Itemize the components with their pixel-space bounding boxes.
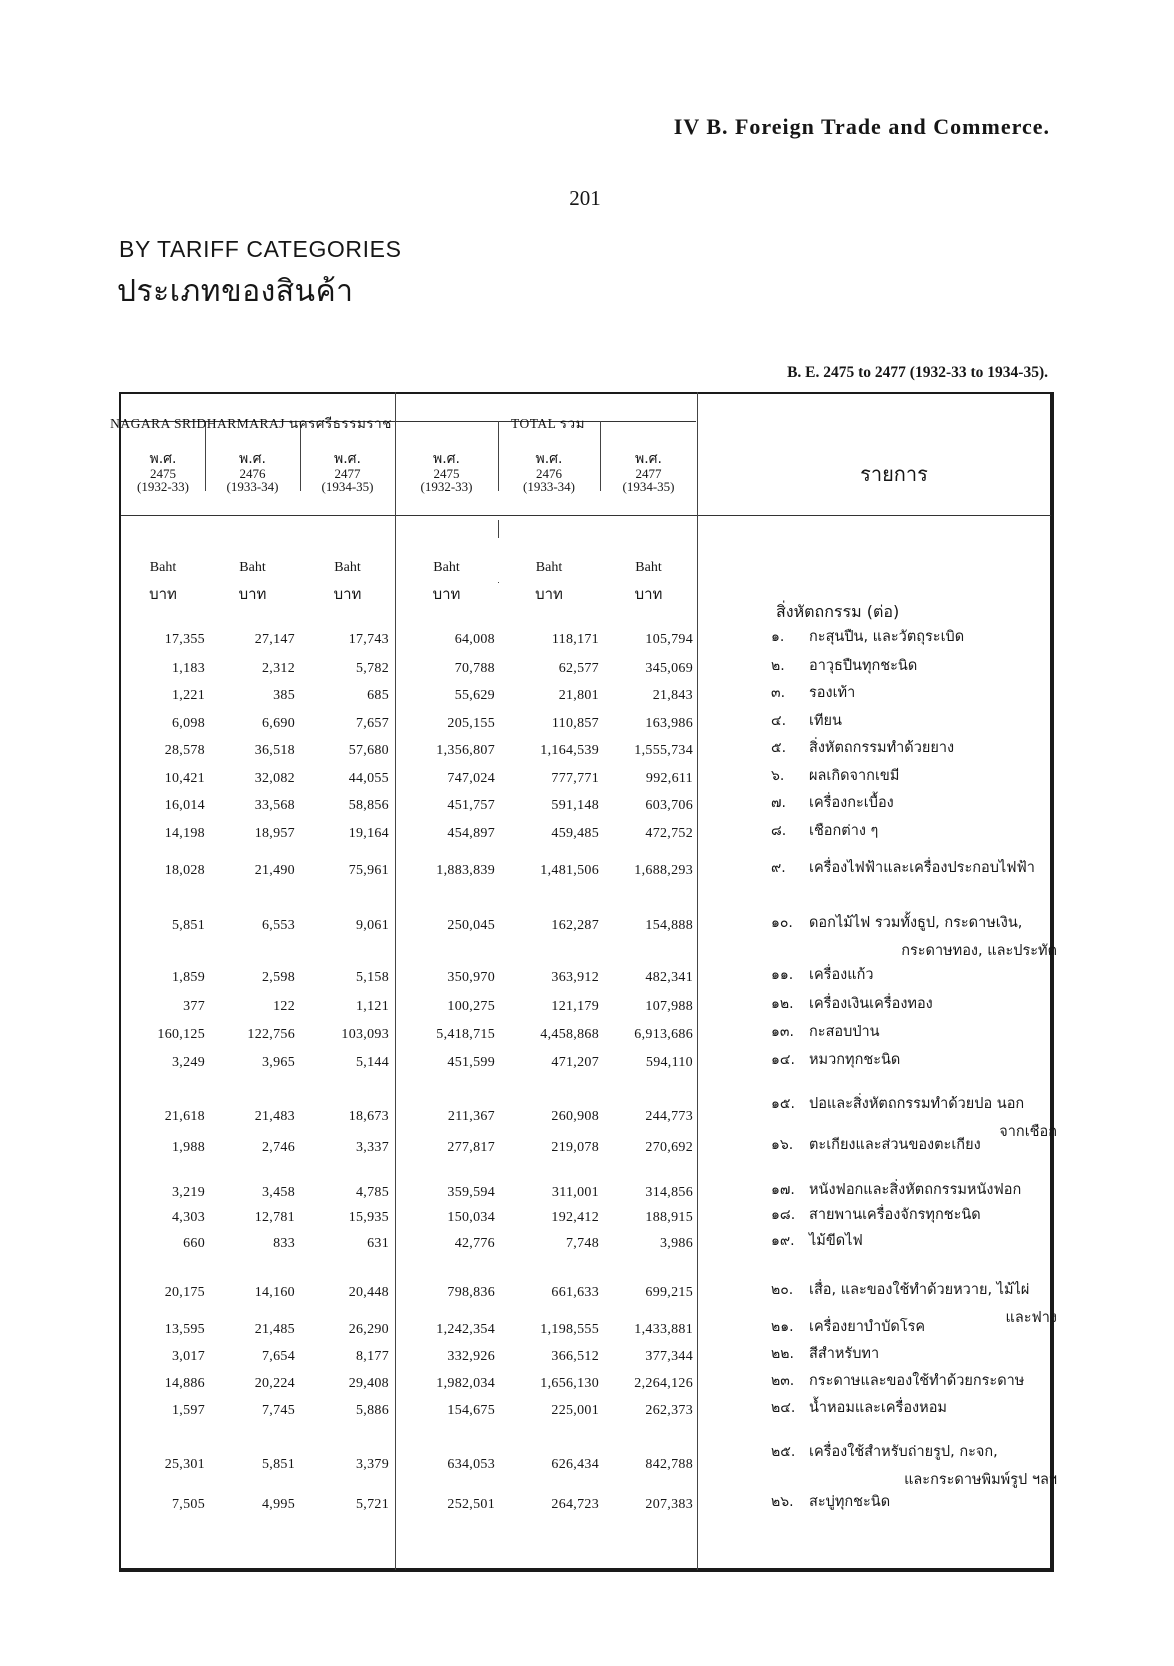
value-cell: 244,773: [645, 1109, 693, 1124]
value-cell: 16,014: [164, 798, 205, 813]
value-cell: 9,061: [356, 918, 389, 933]
value-cell: 1,221: [172, 688, 205, 703]
value-cell: 311,001: [551, 1185, 599, 1200]
value-cell: 459,485: [551, 826, 599, 841]
value-cell: 20,175: [164, 1285, 205, 1300]
value-cell: 2,312: [262, 661, 295, 676]
value-cell: 626,434: [551, 1457, 599, 1472]
item-name-line: จากเชือก: [999, 1124, 1057, 1140]
value-cell: 1,183: [172, 661, 205, 676]
value-cell: 5,886: [356, 1403, 389, 1418]
value-cell: 21,618: [164, 1109, 205, 1124]
item-name: เทียน: [809, 713, 842, 729]
value-cell: 150,034: [447, 1210, 495, 1225]
value-cell: 44,055: [348, 771, 389, 786]
value-cell: 20,448: [348, 1285, 389, 1300]
value-cell: 29,408: [348, 1376, 389, 1391]
value-cell: 377,344: [645, 1349, 693, 1364]
value-cell: 1,597: [172, 1403, 205, 1418]
value-cell: 7,657: [356, 716, 389, 731]
value-cell: 7,745: [262, 1403, 295, 1418]
value-cell: 3,337: [356, 1140, 389, 1155]
row-number: ๗.: [771, 795, 786, 811]
item-name: กะสุนปืน, และวัตถุระเบิด: [809, 629, 965, 645]
value-cell: 377: [183, 999, 205, 1014]
item-name: ไม้ขีดไฟ: [809, 1233, 863, 1249]
value-cell: 603,706: [645, 798, 693, 813]
value-cell: 777,771: [551, 771, 599, 786]
value-cell: 225,001: [551, 1403, 599, 1418]
unit-header: Baht บาท: [535, 560, 563, 603]
value-cell: 20,224: [254, 1376, 295, 1391]
value-cell: 162,287: [551, 918, 599, 933]
value-cell: 3,965: [262, 1055, 295, 1070]
item-name: เครื่องเงินเครื่องทอง: [809, 996, 933, 1012]
value-cell: 19,164: [348, 826, 389, 841]
value-cell: 154,675: [447, 1403, 495, 1418]
item-name: [809, 909, 1057, 965]
value-cell: 277,817: [447, 1140, 495, 1155]
value-cell: 28,578: [164, 743, 205, 758]
value-cell: 252,501: [447, 1497, 495, 1512]
item-name: กะสอบป่าน: [809, 1024, 880, 1040]
unit-header: Baht บาท: [333, 560, 362, 603]
value-cell: 3,458: [262, 1185, 295, 1200]
value-cell: 205,155: [447, 716, 495, 731]
item-name: น้ำหอมและเครื่องหอม: [809, 1400, 947, 1416]
value-cell: 219,078: [551, 1140, 599, 1155]
value-cell: 1,356,807: [436, 743, 495, 758]
row-number: ๒๒.: [771, 1346, 794, 1362]
value-cell: 18,028: [164, 863, 205, 878]
item-name: หมวกทุกชะนิด: [809, 1052, 901, 1068]
value-cell: 5,144: [356, 1055, 389, 1070]
value-cell: 5,851: [172, 918, 205, 933]
value-cell: 14,886: [164, 1376, 205, 1391]
value-cell: 107,988: [645, 999, 693, 1014]
value-cell: 1,121: [356, 999, 389, 1014]
value-cell: 103,093: [341, 1027, 389, 1042]
item-name: [809, 1438, 1057, 1494]
value-cell: 62,577: [558, 661, 599, 676]
value-cell: 26,290: [348, 1322, 389, 1337]
value-cell: 1,242,354: [436, 1322, 495, 1337]
row-number: ๑๒.: [771, 996, 794, 1012]
value-cell: 27,147: [254, 632, 295, 647]
row-number: ๘.: [771, 823, 787, 839]
value-cell: 3,249: [172, 1055, 205, 1070]
value-cell: 14,198: [164, 826, 205, 841]
value-cell: 270,692: [645, 1140, 693, 1155]
row-number: ๑๕.: [771, 1096, 795, 1112]
value-cell: 472,752: [645, 826, 693, 841]
value-cell: 454,897: [447, 826, 495, 841]
item-name-line: ดอกไม้ไฟ รวมทั้งธูป, กระดาษเงิน,: [809, 915, 1023, 931]
item-name-line: และฟาง: [1005, 1310, 1057, 1326]
value-cell: 798,836: [447, 1285, 495, 1300]
value-cell: 5,782: [356, 661, 389, 676]
row-number: ๒๐.: [771, 1282, 794, 1298]
row-number: ๙.: [771, 860, 786, 876]
value-cell: 15,935: [348, 1210, 389, 1225]
value-cell: 211,367: [447, 1109, 495, 1124]
item-name-line: เครื่องใช้สำหรับถ่ายรูป, กะจก,: [809, 1444, 998, 1460]
value-cell: 6,690: [262, 716, 295, 731]
value-cell: 7,505: [172, 1497, 205, 1512]
value-cell: 1,433,881: [634, 1322, 693, 1337]
column-divider: [697, 392, 698, 1570]
value-cell: 451,757: [447, 798, 495, 813]
value-cell: 5,721: [356, 1497, 389, 1512]
value-cell: 10,421: [164, 771, 205, 786]
value-cell: 160,125: [157, 1027, 205, 1042]
value-cell: 110,857: [551, 716, 599, 731]
value-cell: 1,859: [172, 970, 205, 985]
value-cell: 699,215: [645, 1285, 693, 1300]
value-cell: 154,888: [645, 918, 693, 933]
item-name: รองเท้า: [809, 685, 856, 701]
value-cell: 21,483: [254, 1109, 295, 1124]
value-cell: 1,982,034: [436, 1376, 495, 1391]
row-number: ๕.: [771, 740, 787, 756]
year-header: พ.ศ. 2475 (1932-33): [420, 451, 473, 495]
item-name: เครื่องกะเบื้อง: [809, 795, 894, 811]
value-cell: 5,158: [356, 970, 389, 985]
value-cell: 21,490: [254, 863, 295, 878]
row-number: ๑๗.: [771, 1182, 795, 1198]
value-cell: 122,756: [247, 1027, 295, 1042]
value-cell: 5,418,715: [436, 1027, 495, 1042]
section-heading: IV B. Foreign Trade and Commerce.: [673, 114, 1050, 139]
value-cell: 3,986: [660, 1236, 693, 1251]
value-cell: 13,595: [164, 1322, 205, 1337]
year-header: พ.ศ. 2477 (1934-35): [321, 451, 374, 495]
row-number: ๒.: [771, 658, 785, 674]
row-number: ๑.: [771, 629, 785, 645]
value-cell: 121,179: [551, 999, 599, 1014]
item-name: สายพานเครื่องจักรทุกชะนิด: [809, 1207, 981, 1223]
value-cell: 345,069: [645, 661, 693, 676]
row-number: ๒๔.: [771, 1400, 796, 1416]
value-cell: 1,481,506: [540, 863, 599, 878]
value-cell: 58,856: [348, 798, 389, 813]
value-cell: 3,219: [172, 1185, 205, 1200]
row-number: ๒๓.: [771, 1373, 795, 1389]
section-note: สิ่งหัตถกรรม (ต่อ): [776, 602, 900, 621]
value-cell: 118,171: [551, 632, 599, 647]
item-name-line: เสื่อ, และของใช้ทำด้วยหวาย, ไม้ไผ่: [809, 1282, 1030, 1298]
year-header: พ.ศ. 2476 (1933-34): [226, 451, 279, 495]
value-cell: 5,851: [262, 1457, 295, 1472]
value-cell: 1,164,539: [540, 743, 599, 758]
row-number: ๑๔.: [771, 1052, 795, 1068]
item-name: เครื่องแก้ว: [809, 967, 874, 983]
value-cell: 14,160: [254, 1285, 295, 1300]
value-cell: 1,688,293: [634, 863, 693, 878]
value-cell: 42,776: [454, 1236, 495, 1251]
value-cell: 1,198,555: [540, 1322, 599, 1337]
value-cell: 100,275: [447, 999, 495, 1014]
value-cell: 122: [273, 999, 295, 1014]
value-cell: 207,383: [645, 1497, 693, 1512]
value-cell: 57,680: [348, 743, 389, 758]
value-cell: 21,485: [254, 1322, 295, 1337]
value-cell: 634,053: [447, 1457, 495, 1472]
value-cell: 363,912: [551, 970, 599, 985]
value-cell: 661,633: [551, 1285, 599, 1300]
value-cell: 7,654: [262, 1349, 295, 1364]
value-cell: 12,781: [254, 1210, 295, 1225]
group-header-total: TOTAL รวม: [510, 416, 586, 431]
value-cell: 660: [183, 1236, 205, 1251]
item-name: หนังฟอกและสิ่งหัตถกรรมหนังฟอก: [809, 1182, 1022, 1198]
item-name: สะบู่ทุกชะนิด: [809, 1494, 891, 1510]
value-cell: 70,788: [454, 661, 495, 676]
item-name: สิ่งหัตถกรรมทำด้วยยาง: [809, 740, 955, 756]
value-cell: 992,611: [645, 771, 693, 786]
value-cell: 33,568: [254, 798, 295, 813]
value-cell: 8,177: [356, 1349, 389, 1364]
value-cell: 451,599: [447, 1055, 495, 1070]
row-number: ๒๕.: [771, 1444, 796, 1460]
value-cell: 4,458,868: [540, 1027, 599, 1042]
value-cell: 264,723: [551, 1497, 599, 1512]
value-cell: 17,743: [348, 632, 389, 647]
value-cell: 842,788: [645, 1457, 693, 1472]
value-cell: 471,207: [551, 1055, 599, 1070]
value-cell: 75,961: [348, 863, 389, 878]
value-cell: 188,915: [645, 1210, 693, 1225]
value-cell: 2,746: [262, 1140, 295, 1155]
item-name: สีสำหรับทา: [809, 1346, 880, 1362]
value-cell: 591,148: [551, 798, 599, 813]
value-cell: 36,518: [254, 743, 295, 758]
value-cell: 3,017: [172, 1349, 205, 1364]
category-title-th: ประเภทของสินค้า: [117, 274, 354, 309]
value-cell: 21,801: [558, 688, 599, 703]
row-number: ๒๑.: [771, 1319, 794, 1335]
value-cell: 6,913,686: [634, 1027, 693, 1042]
value-cell: 4,303: [172, 1210, 205, 1225]
value-cell: 1,988: [172, 1140, 205, 1155]
value-cell: 18,673: [348, 1109, 389, 1124]
item-name-line: ปอและสิ่งหัตถกรรมทำด้วยปอ นอก: [809, 1096, 1025, 1112]
column-divider: [498, 520, 499, 538]
value-cell: 260,908: [551, 1109, 599, 1124]
value-cell: 192,412: [551, 1210, 599, 1225]
value-cell: 594,110: [645, 1055, 693, 1070]
unit-header: Baht บาท: [634, 560, 663, 603]
value-cell: 250,045: [447, 918, 495, 933]
row-number: ๖.: [771, 768, 785, 784]
row-number: ๓.: [771, 685, 786, 701]
value-cell: 359,594: [447, 1185, 495, 1200]
year-range: B. E. 2475 to 2477 (1932-33 to 1934-35).: [787, 364, 1048, 381]
value-cell: 366,512: [551, 1349, 599, 1364]
value-cell: 385: [273, 688, 295, 703]
value-cell: 6,098: [172, 716, 205, 731]
value-cell: 55,629: [454, 688, 495, 703]
item-name: เครื่องยาบำบัดโรค: [809, 1319, 926, 1335]
value-cell: 4,995: [262, 1497, 295, 1512]
unit-header: Baht บาท: [149, 560, 177, 603]
row-number: ๑๑.: [771, 967, 794, 983]
value-cell: 17,355: [164, 632, 205, 647]
value-cell: 685: [367, 688, 389, 703]
value-cell: 18,957: [254, 826, 295, 841]
unit-header: Baht บาท: [238, 560, 267, 603]
row-number: ๒๖.: [771, 1494, 794, 1510]
group-header-nagara: NAGARA SRIDHARMARAJ นครศรีธรรมราช: [110, 416, 392, 431]
row-number: ๔.: [771, 713, 787, 729]
value-cell: 21,843: [652, 688, 693, 703]
item-name: ตะเกียงและส่วนของตะเกียง: [809, 1137, 981, 1153]
unit-header: Baht บาท: [432, 560, 461, 603]
year-header: พ.ศ. 2477 (1934-35): [622, 451, 675, 495]
value-cell: 1,656,130: [540, 1376, 599, 1391]
value-cell: 7,748: [566, 1236, 599, 1251]
value-cell: 105,794: [645, 632, 693, 647]
row-number: ๑๙.: [771, 1233, 795, 1249]
item-name: กระดาษและของใช้ทำด้วยกระดาษ: [809, 1373, 1025, 1389]
item-name: อาวุธปืนทุกชะนิด: [809, 658, 918, 674]
value-cell: 1,555,734: [634, 743, 693, 758]
value-cell: 332,926: [447, 1349, 495, 1364]
item-name: เชือกต่าง ๆ: [809, 823, 879, 839]
year-header: พ.ศ. 2475 (1932-33): [137, 451, 189, 495]
item-name: เครื่องไฟฟ้าและเครื่องประกอบไฟฟ้า: [809, 860, 1035, 876]
items-column-header: รายการ: [860, 462, 928, 486]
value-cell: 32,082: [254, 771, 295, 786]
value-cell: 482,341: [645, 970, 693, 985]
value-cell: 163,986: [645, 716, 693, 731]
category-title-en: BY TARIFF CATEGORIES: [119, 236, 402, 262]
item-name-line: และกระดาษพิมพ์รูป ฯลฯ: [904, 1472, 1057, 1488]
row-number: ๑๓.: [771, 1024, 794, 1040]
value-cell: 25,301: [164, 1457, 205, 1472]
row-number: ๑๘.: [771, 1207, 796, 1223]
header-rule: [121, 515, 1051, 516]
row-number: ๑๐.: [771, 915, 793, 931]
item-name: ผลเกิดจากเขมี: [809, 768, 900, 784]
value-cell: 833: [273, 1236, 295, 1251]
item-name-line: กระดาษทอง, และประทัด: [901, 943, 1057, 959]
value-cell: 350,970: [447, 970, 495, 985]
page-number: 201: [569, 186, 601, 210]
value-cell: 3,379: [356, 1457, 389, 1472]
value-cell: 262,373: [645, 1403, 693, 1418]
value-cell: 631: [367, 1236, 389, 1251]
value-cell: 314,856: [645, 1185, 693, 1200]
value-cell: 2,598: [262, 970, 295, 985]
value-cell: 6,553: [262, 918, 295, 933]
year-header: พ.ศ. 2476 (1933-34): [523, 451, 575, 495]
value-cell: 64,008: [454, 632, 495, 647]
value-cell: 747,024: [447, 771, 495, 786]
value-cell: 2,264,126: [634, 1376, 693, 1391]
value-cell: 4,785: [356, 1185, 389, 1200]
value-cell: 1,883,839: [436, 863, 495, 878]
row-number: ๑๖.: [771, 1137, 794, 1153]
